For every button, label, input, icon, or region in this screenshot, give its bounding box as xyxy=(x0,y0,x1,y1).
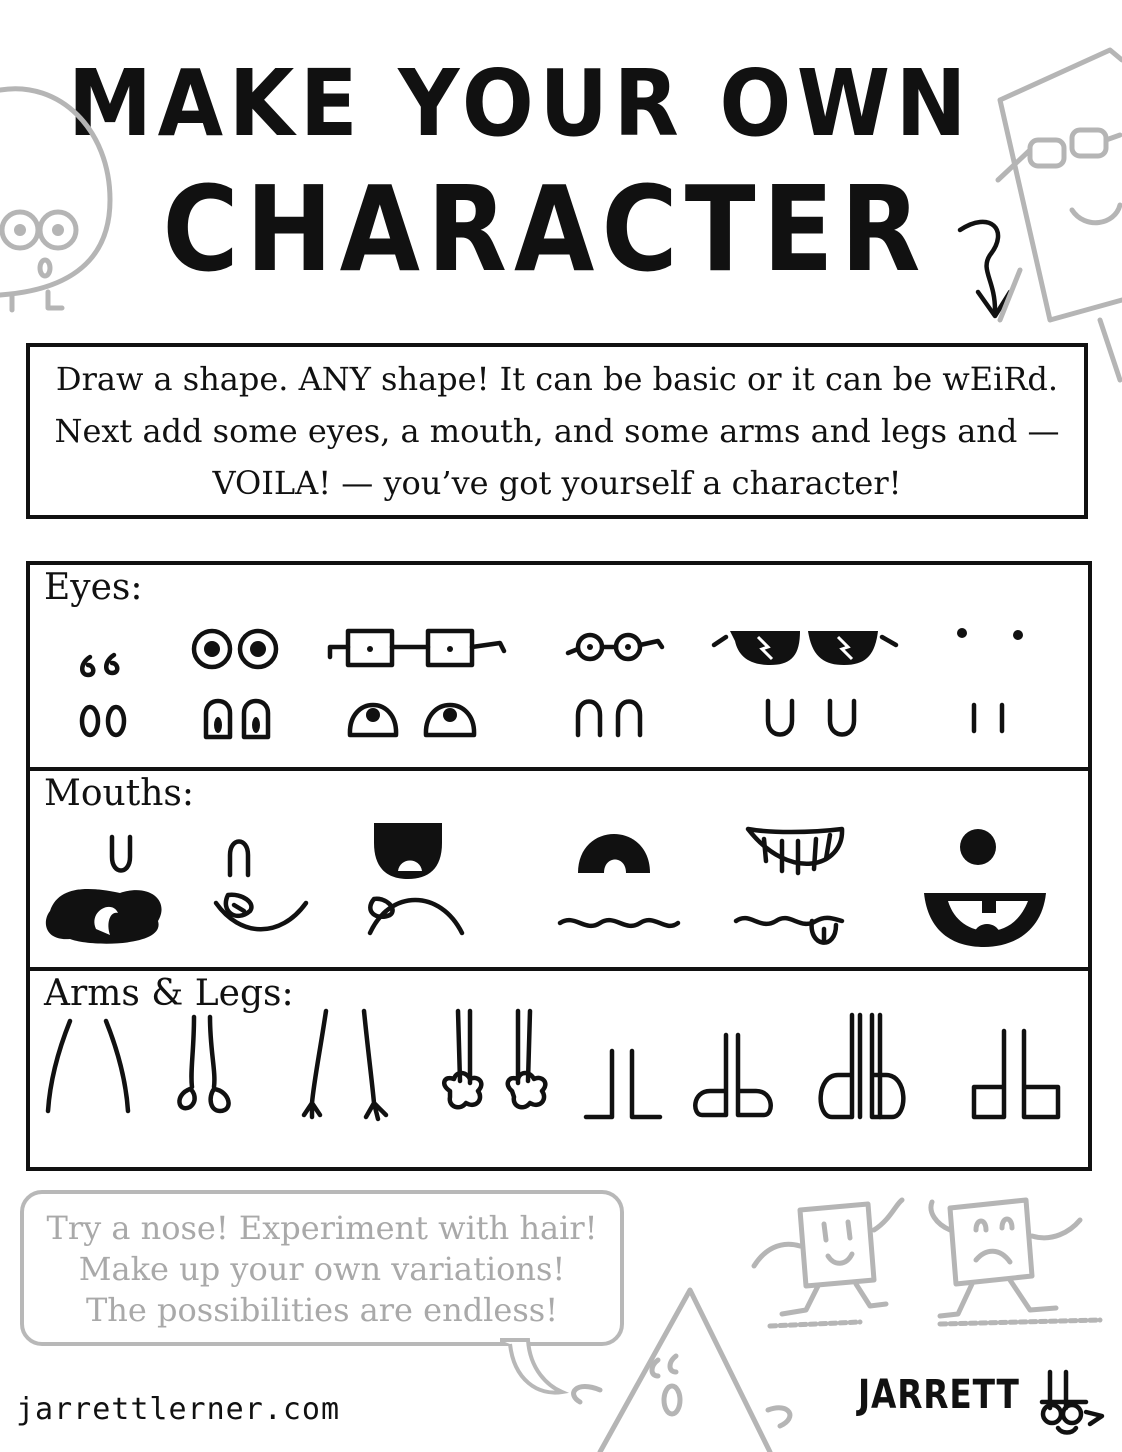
tip-line-2: Make up your own variations! xyxy=(78,1250,566,1288)
dot-eyes-icon xyxy=(957,628,1023,640)
tall-foot-limbs-icon xyxy=(821,1015,904,1117)
blob-tongue-mouth-icon xyxy=(46,889,162,944)
arch-pupil-eyes-icon xyxy=(206,701,268,737)
closed-happy-eyes-icon xyxy=(578,702,640,736)
running-squares-doodle-icon xyxy=(740,1190,1122,1340)
wavy-mouth-icon xyxy=(560,920,678,926)
instructions-box xyxy=(26,343,1088,519)
eyes-section xyxy=(30,565,1088,767)
instructions-text: Draw a shape. ANY shape! It can be basic or it can be wEiRd. Next add some eyes, a mouth, and some arms and legs and — VOILA! — you’ve got yourself a character! xyxy=(54,360,1060,502)
author-signature: JARRETT xyxy=(858,1372,1020,1418)
round-character-doodle-icon xyxy=(0,70,120,310)
eye-options-drawings xyxy=(30,565,1090,765)
arch-tooth-mouth-icon xyxy=(578,834,650,873)
comma-eyes-icon xyxy=(82,655,117,675)
limbs-label: Arms & Legs: xyxy=(44,973,294,1014)
n-mouth-icon xyxy=(230,842,248,876)
tip-line-3: The possibilities are endless! xyxy=(85,1291,559,1329)
curved-limbs-icon xyxy=(48,1021,128,1111)
tip-speech-bubble xyxy=(20,1190,624,1346)
website-link[interactable]: jarrettlerner.com xyxy=(16,1392,341,1427)
line-eyes-icon xyxy=(974,705,1002,731)
cartoon-glove-limbs-icon xyxy=(444,1011,545,1107)
square-foot-limbs-icon xyxy=(974,1031,1058,1117)
mouths-section xyxy=(30,771,1088,967)
signature-face-icon xyxy=(1040,1372,1110,1436)
limbs-section xyxy=(30,971,1088,1167)
open-tooth-mouth-icon xyxy=(374,823,442,879)
googly-eyes-icon xyxy=(194,631,276,667)
oval-eyes-icon xyxy=(82,707,124,735)
sleepy-arch-eyes-icon xyxy=(350,705,474,735)
tongue-out-smile-icon xyxy=(216,895,306,930)
u-shaped-eyes-icon xyxy=(768,701,854,735)
square-glasses-eyes-icon xyxy=(330,631,504,665)
rectangle-character-doodle-icon xyxy=(990,20,1122,390)
mouth-options-drawings xyxy=(30,771,1090,967)
limb-options-drawings xyxy=(30,971,1090,1167)
tongue-frown-icon xyxy=(370,899,462,933)
parts-table xyxy=(26,561,1092,1171)
dot-mouth-icon xyxy=(960,829,996,865)
toothy-grin-icon xyxy=(748,829,842,873)
mouths-label: Mouths: xyxy=(44,773,194,814)
eyes-label: Eyes: xyxy=(44,567,143,608)
tip-line-1: Try a nose! Experiment with hair! xyxy=(46,1209,598,1247)
u-mouth-icon xyxy=(112,837,130,871)
title-line-2: CHARACTER xyxy=(162,160,928,298)
round-foot-limbs-icon xyxy=(695,1035,770,1115)
round-glasses-eyes-icon xyxy=(568,635,662,659)
wavy-tongue-mouth-icon xyxy=(736,918,842,943)
title-line-1: MAKE YOUR OWN xyxy=(67,50,973,157)
big-open-smile-icon xyxy=(924,893,1046,947)
stick-fingers-limbs-icon xyxy=(304,1011,386,1119)
sunglasses-eyes-icon xyxy=(714,631,896,665)
l-shaped-limbs-icon xyxy=(586,1051,660,1117)
round-hand-limbs-icon xyxy=(179,1017,228,1111)
